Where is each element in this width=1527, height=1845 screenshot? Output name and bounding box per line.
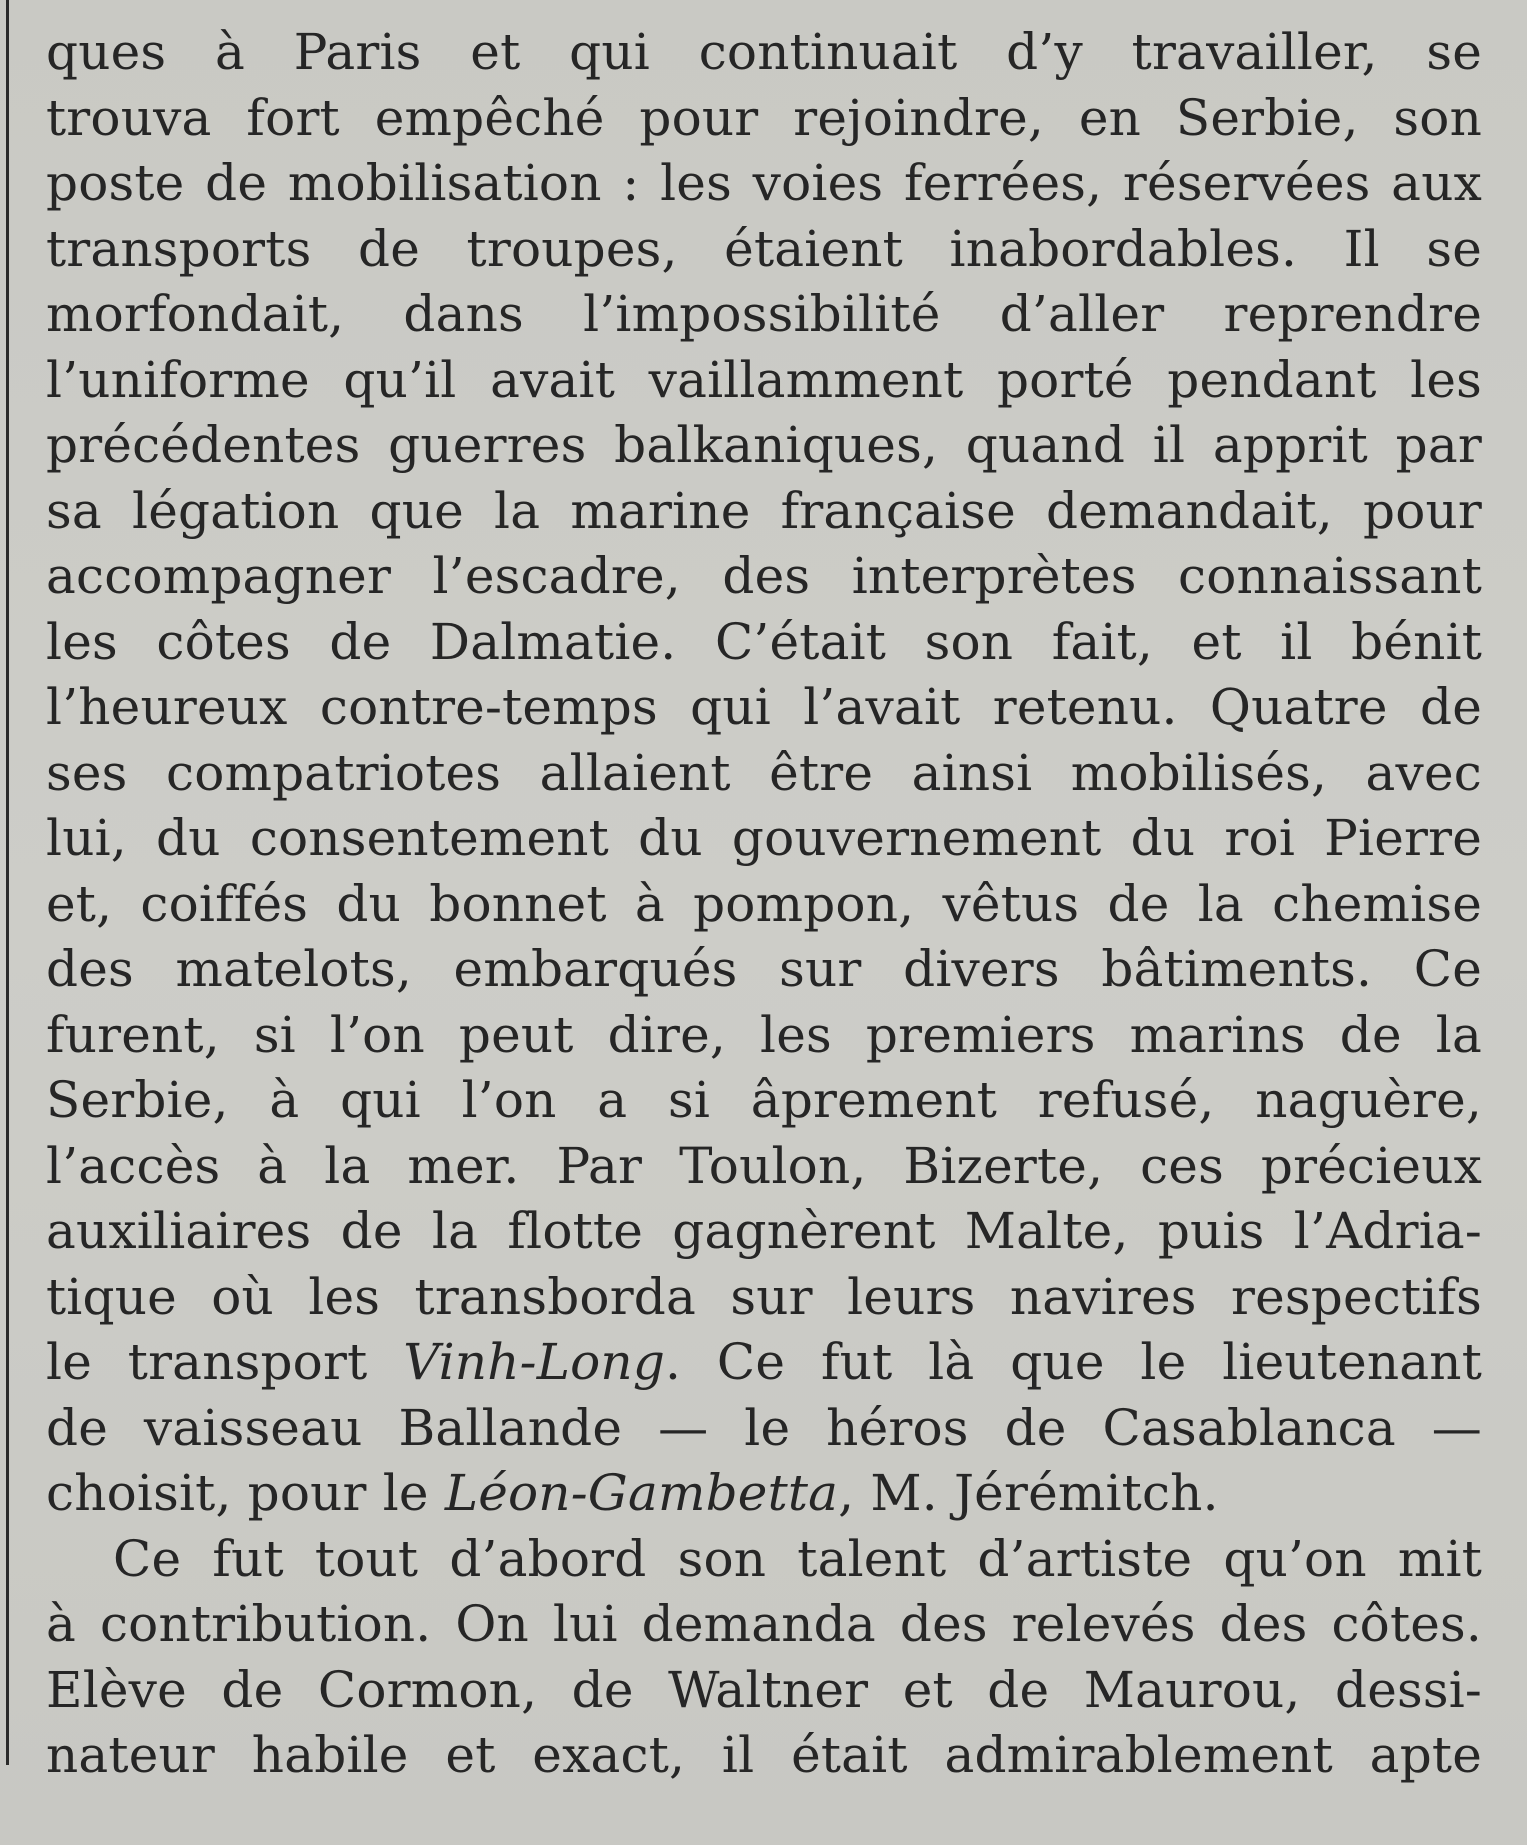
text-line bbox=[46, 675, 1482, 741]
text-line bbox=[46, 86, 1482, 152]
paragraph-first-line bbox=[46, 1527, 1482, 1593]
italic-ship-name: Vinh-Long bbox=[403, 1333, 666, 1391]
text-line bbox=[46, 20, 1482, 86]
text-segment: ses compatriotes allaient être ainsi mobilisés, avec bbox=[46, 743, 1482, 802]
text-segment: l’uniforme qu’il avait vaillamment porté pendant les bbox=[46, 350, 1482, 409]
text-line bbox=[46, 1330, 1482, 1396]
text-segment: nateur habile et exact, il était admirablement apte bbox=[46, 1726, 1482, 1784]
text-segment: Elève de Cormon, de Waltner et de Maurou, dessi- bbox=[46, 1660, 1482, 1719]
text-segment: Ce fut tout d’abord son talent d’artiste qu’on mit bbox=[113, 1529, 1482, 1588]
text-line bbox=[46, 806, 1482, 872]
text-segment: et, coiffés du bonnet à pompon, vêtus de la chemise bbox=[46, 874, 1482, 933]
text-line bbox=[46, 872, 1482, 938]
text-segment: accompagner l’escadre, des interprètes connaissant bbox=[46, 547, 1482, 605]
text-line bbox=[46, 413, 1482, 479]
text-line bbox=[46, 1068, 1482, 1134]
text-line bbox=[46, 348, 1482, 414]
text-segment: auxiliaires de la flotte gagnèrent Malte, puis l’Adria- bbox=[46, 1202, 1482, 1260]
italic-ship-name: Léon-Gambetta bbox=[444, 1464, 839, 1522]
text-line bbox=[46, 741, 1482, 807]
text-line bbox=[46, 1003, 1482, 1069]
text-segment: des matelots, embarqués sur divers bâtiments. Ce bbox=[46, 940, 1482, 998]
text-line bbox=[46, 479, 1482, 545]
text-segment: furent, si l’on peut dire, les premiers marins de la bbox=[46, 1005, 1482, 1064]
text-segment: de vaisseau Ballande — le héros de Casablanca — bbox=[46, 1398, 1482, 1457]
text-line bbox=[46, 1134, 1482, 1200]
text-line bbox=[46, 1396, 1482, 1462]
text-segment: les côtes de Dalmatie. C’était son fait, et il bénit bbox=[46, 612, 1482, 671]
column-rule bbox=[6, 0, 9, 1765]
text-line bbox=[46, 282, 1482, 348]
text-segment: trouva fort empêché pour rejoindre, en Serbie, son bbox=[46, 88, 1482, 147]
text-segment: choisit, pour le bbox=[46, 1464, 445, 1522]
text-line bbox=[46, 544, 1482, 610]
text-segment: l’heureux contre-temps qui l’avait retenu. Quatre de bbox=[46, 678, 1482, 736]
text-line bbox=[46, 937, 1482, 1003]
text-line bbox=[46, 1723, 1482, 1789]
text-segment: lui, du consentement du gouvernement du roi Pierre bbox=[46, 809, 1482, 867]
text-segment: tique où les transborda sur leurs navires respectifs bbox=[46, 1267, 1482, 1326]
text-segment: , M. Jérémitch. bbox=[838, 1464, 1219, 1522]
text-line bbox=[46, 1199, 1482, 1265]
text-segment: . Ce fut là que le lieutenant bbox=[665, 1333, 1482, 1391]
text-line bbox=[46, 1658, 1482, 1724]
text-segment: l’accès à la mer. Par Toulon, Bizerte, ces précieux bbox=[46, 1136, 1482, 1195]
text-line bbox=[46, 217, 1482, 283]
text-segment: morfondait, dans l’impossibilité d’aller reprendre bbox=[46, 285, 1482, 343]
text-segment: ques à Paris et qui continuait d’y travailler, se bbox=[46, 23, 1482, 81]
text-line bbox=[46, 1461, 1482, 1527]
text-segment: sa légation que la marine française demandait, pour bbox=[46, 481, 1482, 540]
text-segment: transports de troupes, étaient inabordables. Il se bbox=[46, 219, 1482, 278]
text-line bbox=[46, 1592, 1482, 1658]
text-line bbox=[46, 610, 1482, 676]
text-segment: poste de mobilisation : les voies ferrées, réservées aux bbox=[46, 154, 1482, 212]
text-line bbox=[46, 1265, 1482, 1331]
text-segment: Serbie, à qui l’on a si âprement refusé, naguère, bbox=[46, 1071, 1482, 1129]
text-segment: à contribution. On lui demanda des relevés des côtes. bbox=[46, 1595, 1482, 1653]
text-column bbox=[46, 20, 1482, 1789]
text-segment: le transport bbox=[46, 1333, 404, 1391]
text-line bbox=[46, 151, 1482, 217]
text-segment: précédentes guerres balkaniques, quand il apprit par bbox=[46, 416, 1482, 474]
